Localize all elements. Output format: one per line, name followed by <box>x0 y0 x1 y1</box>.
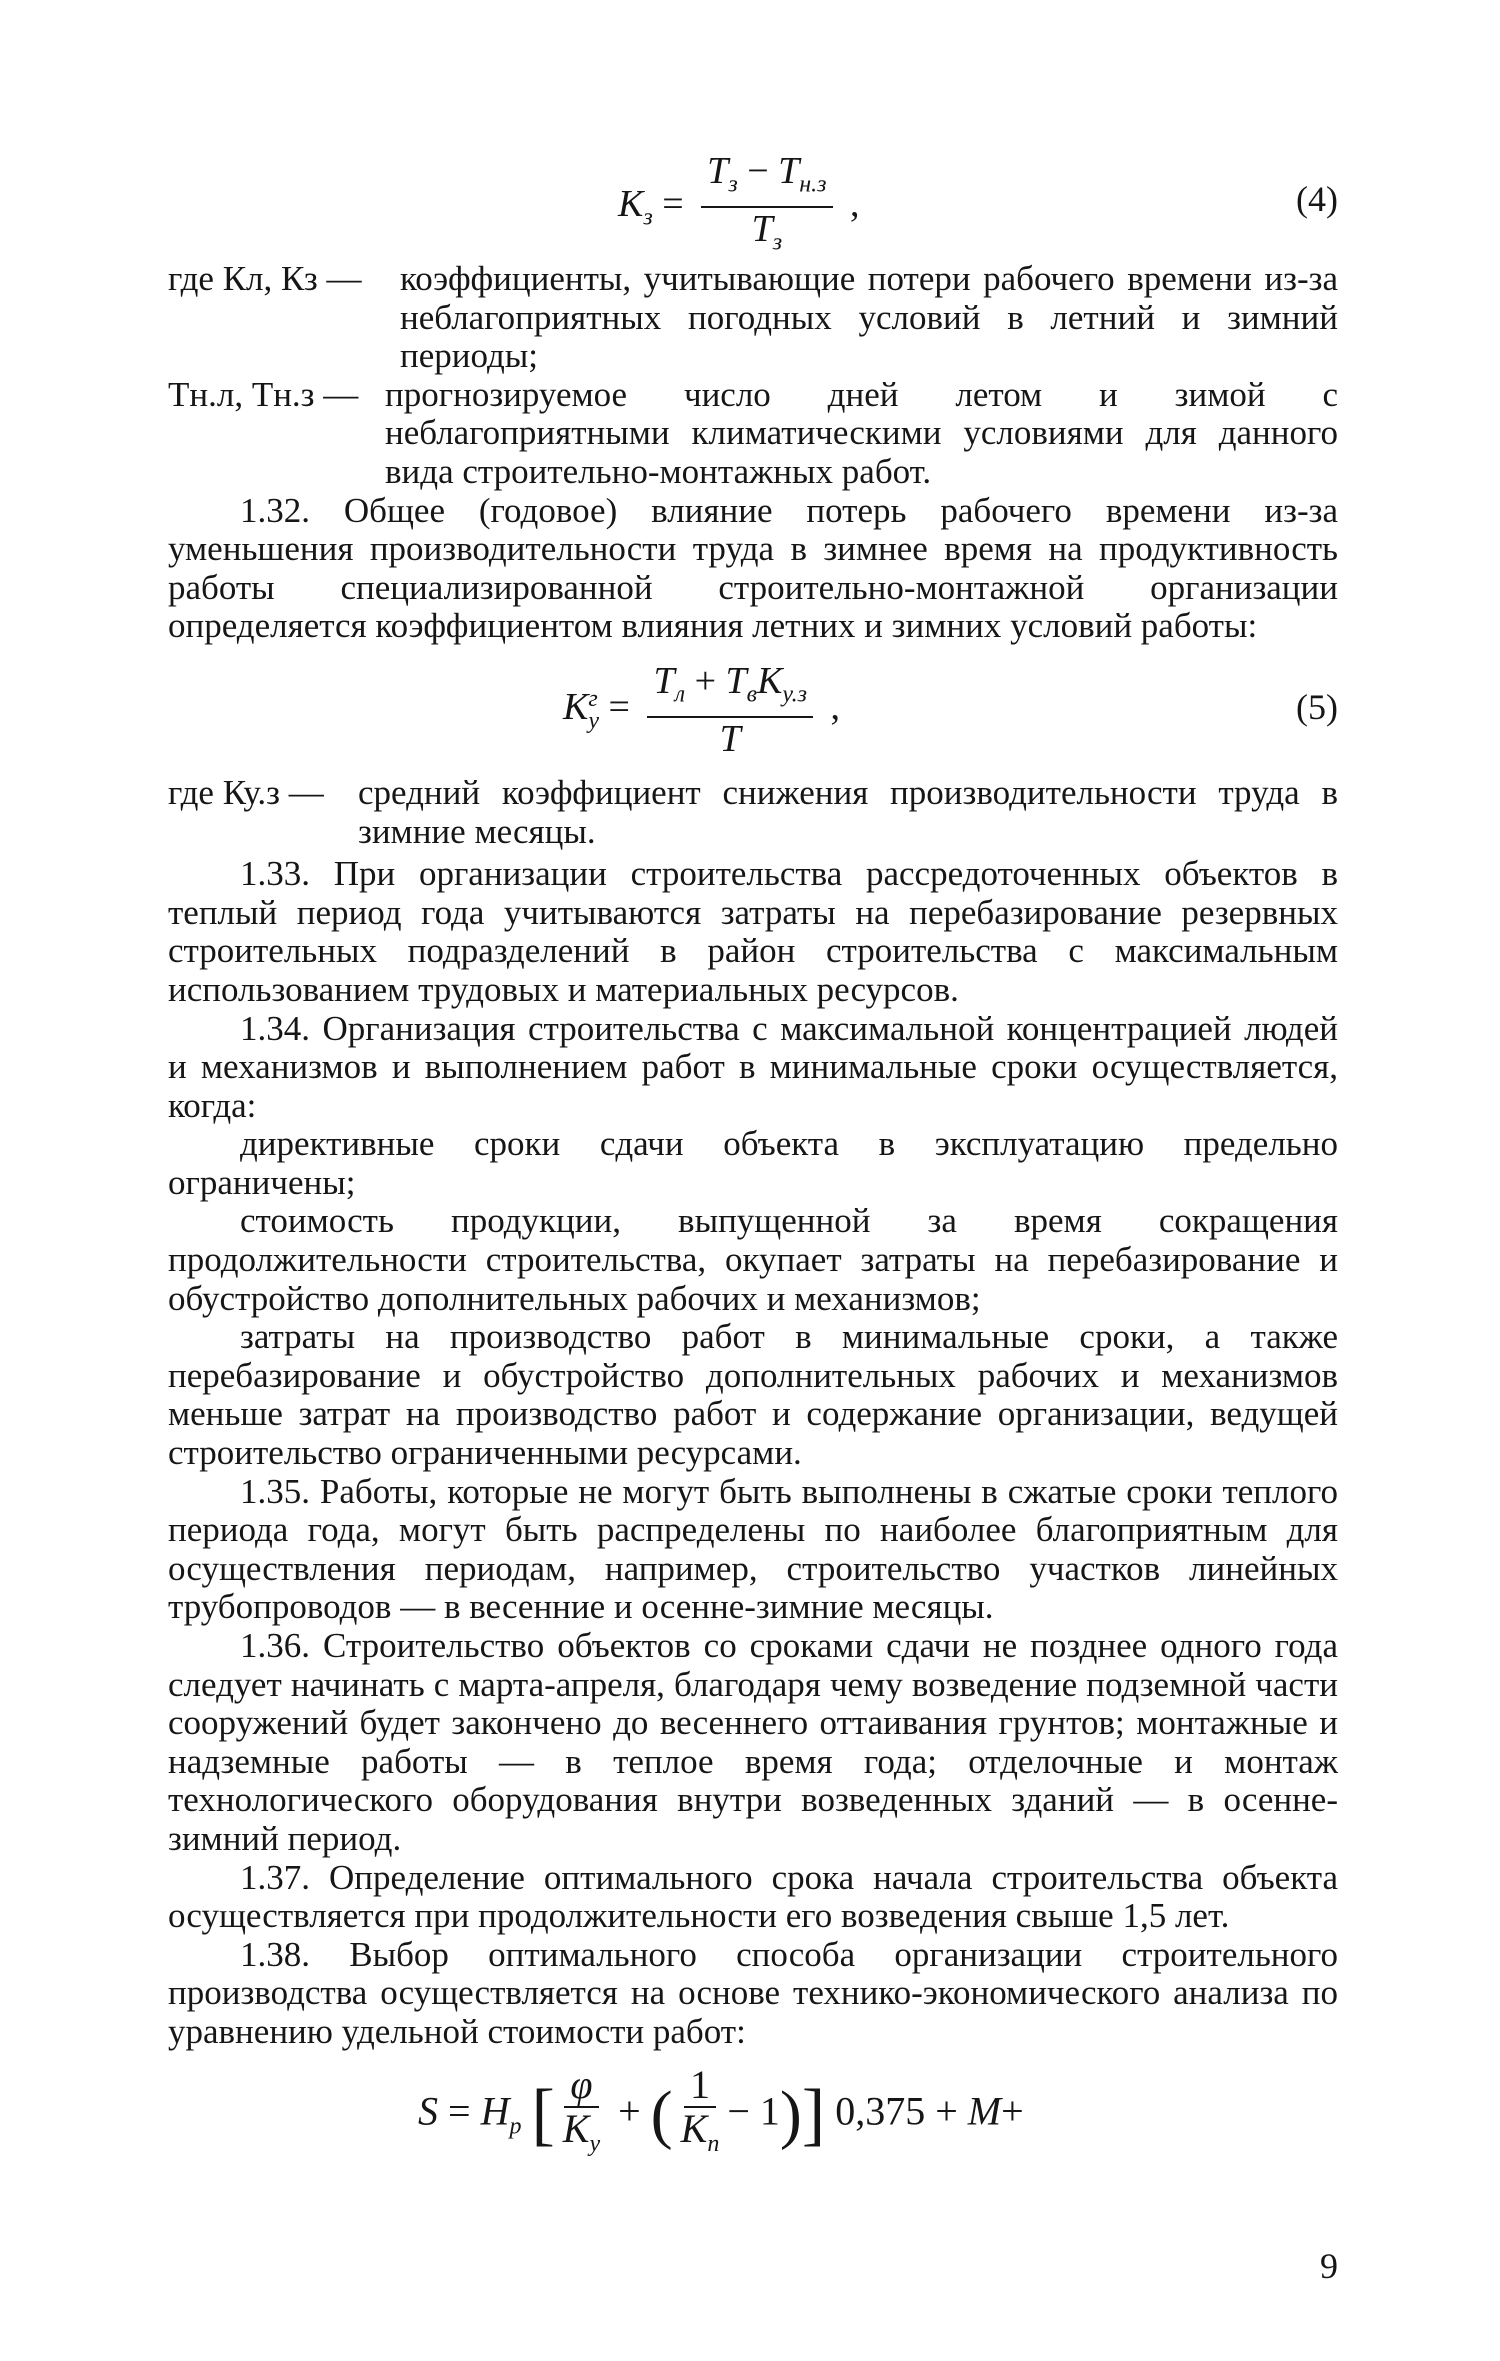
formula-operator: − 1 <box>727 2087 780 2133</box>
formula-number: (5) <box>1296 686 1338 727</box>
formula-symbol: K <box>680 2106 708 2152</box>
formula-4-definition-2 <box>168 376 1338 492</box>
formula-subscript: р <box>509 2112 522 2139</box>
definition-label: где Кл, Кз — <box>168 259 362 298</box>
formula-symbol: φ <box>564 2066 598 2109</box>
formula-fraction <box>680 2061 720 2164</box>
definition-label: где Ку.з — <box>168 772 324 812</box>
list-item: директивные сроки сдачи объекта в эксплуатацию предельно ограничены; <box>168 1124 1338 1202</box>
formula-coefficient: 0,375 <box>835 2087 926 2133</box>
definition-label: Тн.л, Тн.з — <box>168 374 359 414</box>
formula-symbol: T <box>725 659 747 702</box>
formula-subscript: у <box>589 2131 601 2158</box>
list-item: затраты на производство работ в минимальные сроки, а также перебазирование и обустройство дополнительных рабочих и механизмов меньше затрат на производство работ и содержание организации, ведущей строительство ограниченными ресурсами. <box>168 1317 1338 1473</box>
formula-symbol: T <box>719 718 741 761</box>
formula-subscript: п <box>707 2131 720 2158</box>
paragraph-1-32: 1.32. Общее (годовое) влияние потерь рабочего времени из-за уменьшения производительности труда в зимнее время на продуктивность работы специализированной строительно-монтажной организации определяется коэффициентом влияния летних и зимних условий работы: <box>168 490 1338 646</box>
formula-symbol: T <box>707 150 729 192</box>
formula-4-definition-1 <box>168 260 1338 376</box>
formula-subscript: з <box>728 171 738 198</box>
definition-text: средний коэффициент снижения производительности труда в зимние месяцы. <box>358 772 1338 851</box>
formula-number-term: 1 <box>684 2066 716 2109</box>
formula-symbol: T <box>778 150 800 192</box>
formula-symbol: T <box>751 208 773 251</box>
formula-fraction <box>647 659 812 761</box>
formula-punctuation: , <box>830 686 840 729</box>
page-number: 9 <box>1320 2246 1338 2286</box>
formula-5: K г у = $\frac{T_л + T_вK_{у.з}}{T}$ , (5) <box>563 659 1338 761</box>
formula-superscript: г <box>588 686 598 713</box>
formula-paren: ( <box>650 2077 673 2151</box>
formula-operator: + <box>1001 2087 1024 2133</box>
formula-subscript: з <box>772 229 783 256</box>
paragraph-1-37: 1.37. Определение оптимального срока начала строительства объекта осуществляется при продолжительности его возведения свыше 1,5 лет. <box>168 1857 1338 1936</box>
list-item: стоимость продукции, выпущенной за время сокращения продолжительности строительства, окупает затраты на перебазирование и обустройство дополнительных рабочих и механизмов; <box>168 1201 1338 1318</box>
paragraph-1-36: 1.36. Строительство объектов со сроками сдачи не позднее одного года следует начинать с марта-апреля, благодаря чему возведение подземной части сооружений будет закончено до весеннего оттаивания грунтов; монтажные и надземные работы — в теплое время года; отделочные и монтаж технологического оборудования внутри возведенных зданий — в осенне-зимний период. <box>168 1626 1338 1858</box>
formula-subscript: в <box>746 681 758 708</box>
formula-symbol: K <box>563 686 589 729</box>
formula-subscript: у.з <box>782 681 807 708</box>
formula-5-definition <box>168 774 1338 851</box>
formula-symbol: S <box>418 2087 438 2133</box>
conditions-list <box>168 1125 1338 1472</box>
formula-cost <box>168 2052 1338 2172</box>
paragraph-1-38: 1.38. Выбор оптимального способа организации строительного производства осуществляется на основе технико-экономического анализа по уравнению удельной стоимости работ: <box>168 1934 1338 2051</box>
formula-subscript: з <box>643 204 653 231</box>
formula-symbol: H <box>480 2087 510 2133</box>
formula-fraction <box>562 2061 601 2164</box>
formula-operator: + <box>694 659 716 702</box>
definition-text: коэффициенты, учитывающие потери рабочего времени из-за неблагоприятных погодных условий в летний и зимний периоды; <box>400 259 1338 376</box>
formula-subscript: л <box>674 681 686 708</box>
formula-bracket: [ <box>531 2075 555 2153</box>
formula-fraction <box>701 152 832 262</box>
paragraph-1-34: 1.34. Организация строительства с максимальной концентрацией людей и механизмов и выполнением работ в минимальные сроки осуществляется, когда: <box>168 1008 1338 1125</box>
formula-punctuation: , <box>850 182 860 225</box>
formula-operator: = <box>448 2087 471 2133</box>
formula-number: (4) <box>1296 179 1338 219</box>
formula-4: $K_з$ = $\frac{T_з - T_{н.з}}{T_з}$ , (4) <box>168 138 1338 260</box>
formula-subscript: у <box>588 708 600 735</box>
definition-text: прогнозируемое число дней летом и зимой с неблагоприятными климатическими условиями для данного вида строительно-монтажных работ. <box>385 374 1338 491</box>
formula-symbol: M <box>967 2087 1002 2133</box>
formula-operator: + <box>618 2087 641 2133</box>
formula-operator: + <box>935 2087 958 2133</box>
formula-symbol: K <box>562 2106 590 2152</box>
formula-bracket: ] <box>801 2075 826 2153</box>
formula-symbol: K <box>618 182 644 225</box>
paragraph-1-33: 1.33. При организации строительства рассредоточенных объектов в теплый период года учитываются затраты на перебазирование резервных строительных подразделений в район строительства с максимальным использованием трудовых и материальных ресурсов. <box>168 854 1338 1009</box>
formula-paren: ) <box>779 2077 802 2151</box>
paragraph-1-35: 1.35. Работы, которые не могут быть выполнены в сжатые сроки теплого периода года, могут быть распределены по наиболее благоприятным для осуществления периодам, например, строительство участков линейных трубопроводов — в весенние и осенне-зимние месяцы. <box>168 1471 1338 1627</box>
formula-symbol: K <box>757 659 783 702</box>
formula-operator: − <box>747 150 769 192</box>
formula-symbol: T <box>653 659 675 702</box>
formula-subscript: н.з <box>799 171 827 198</box>
